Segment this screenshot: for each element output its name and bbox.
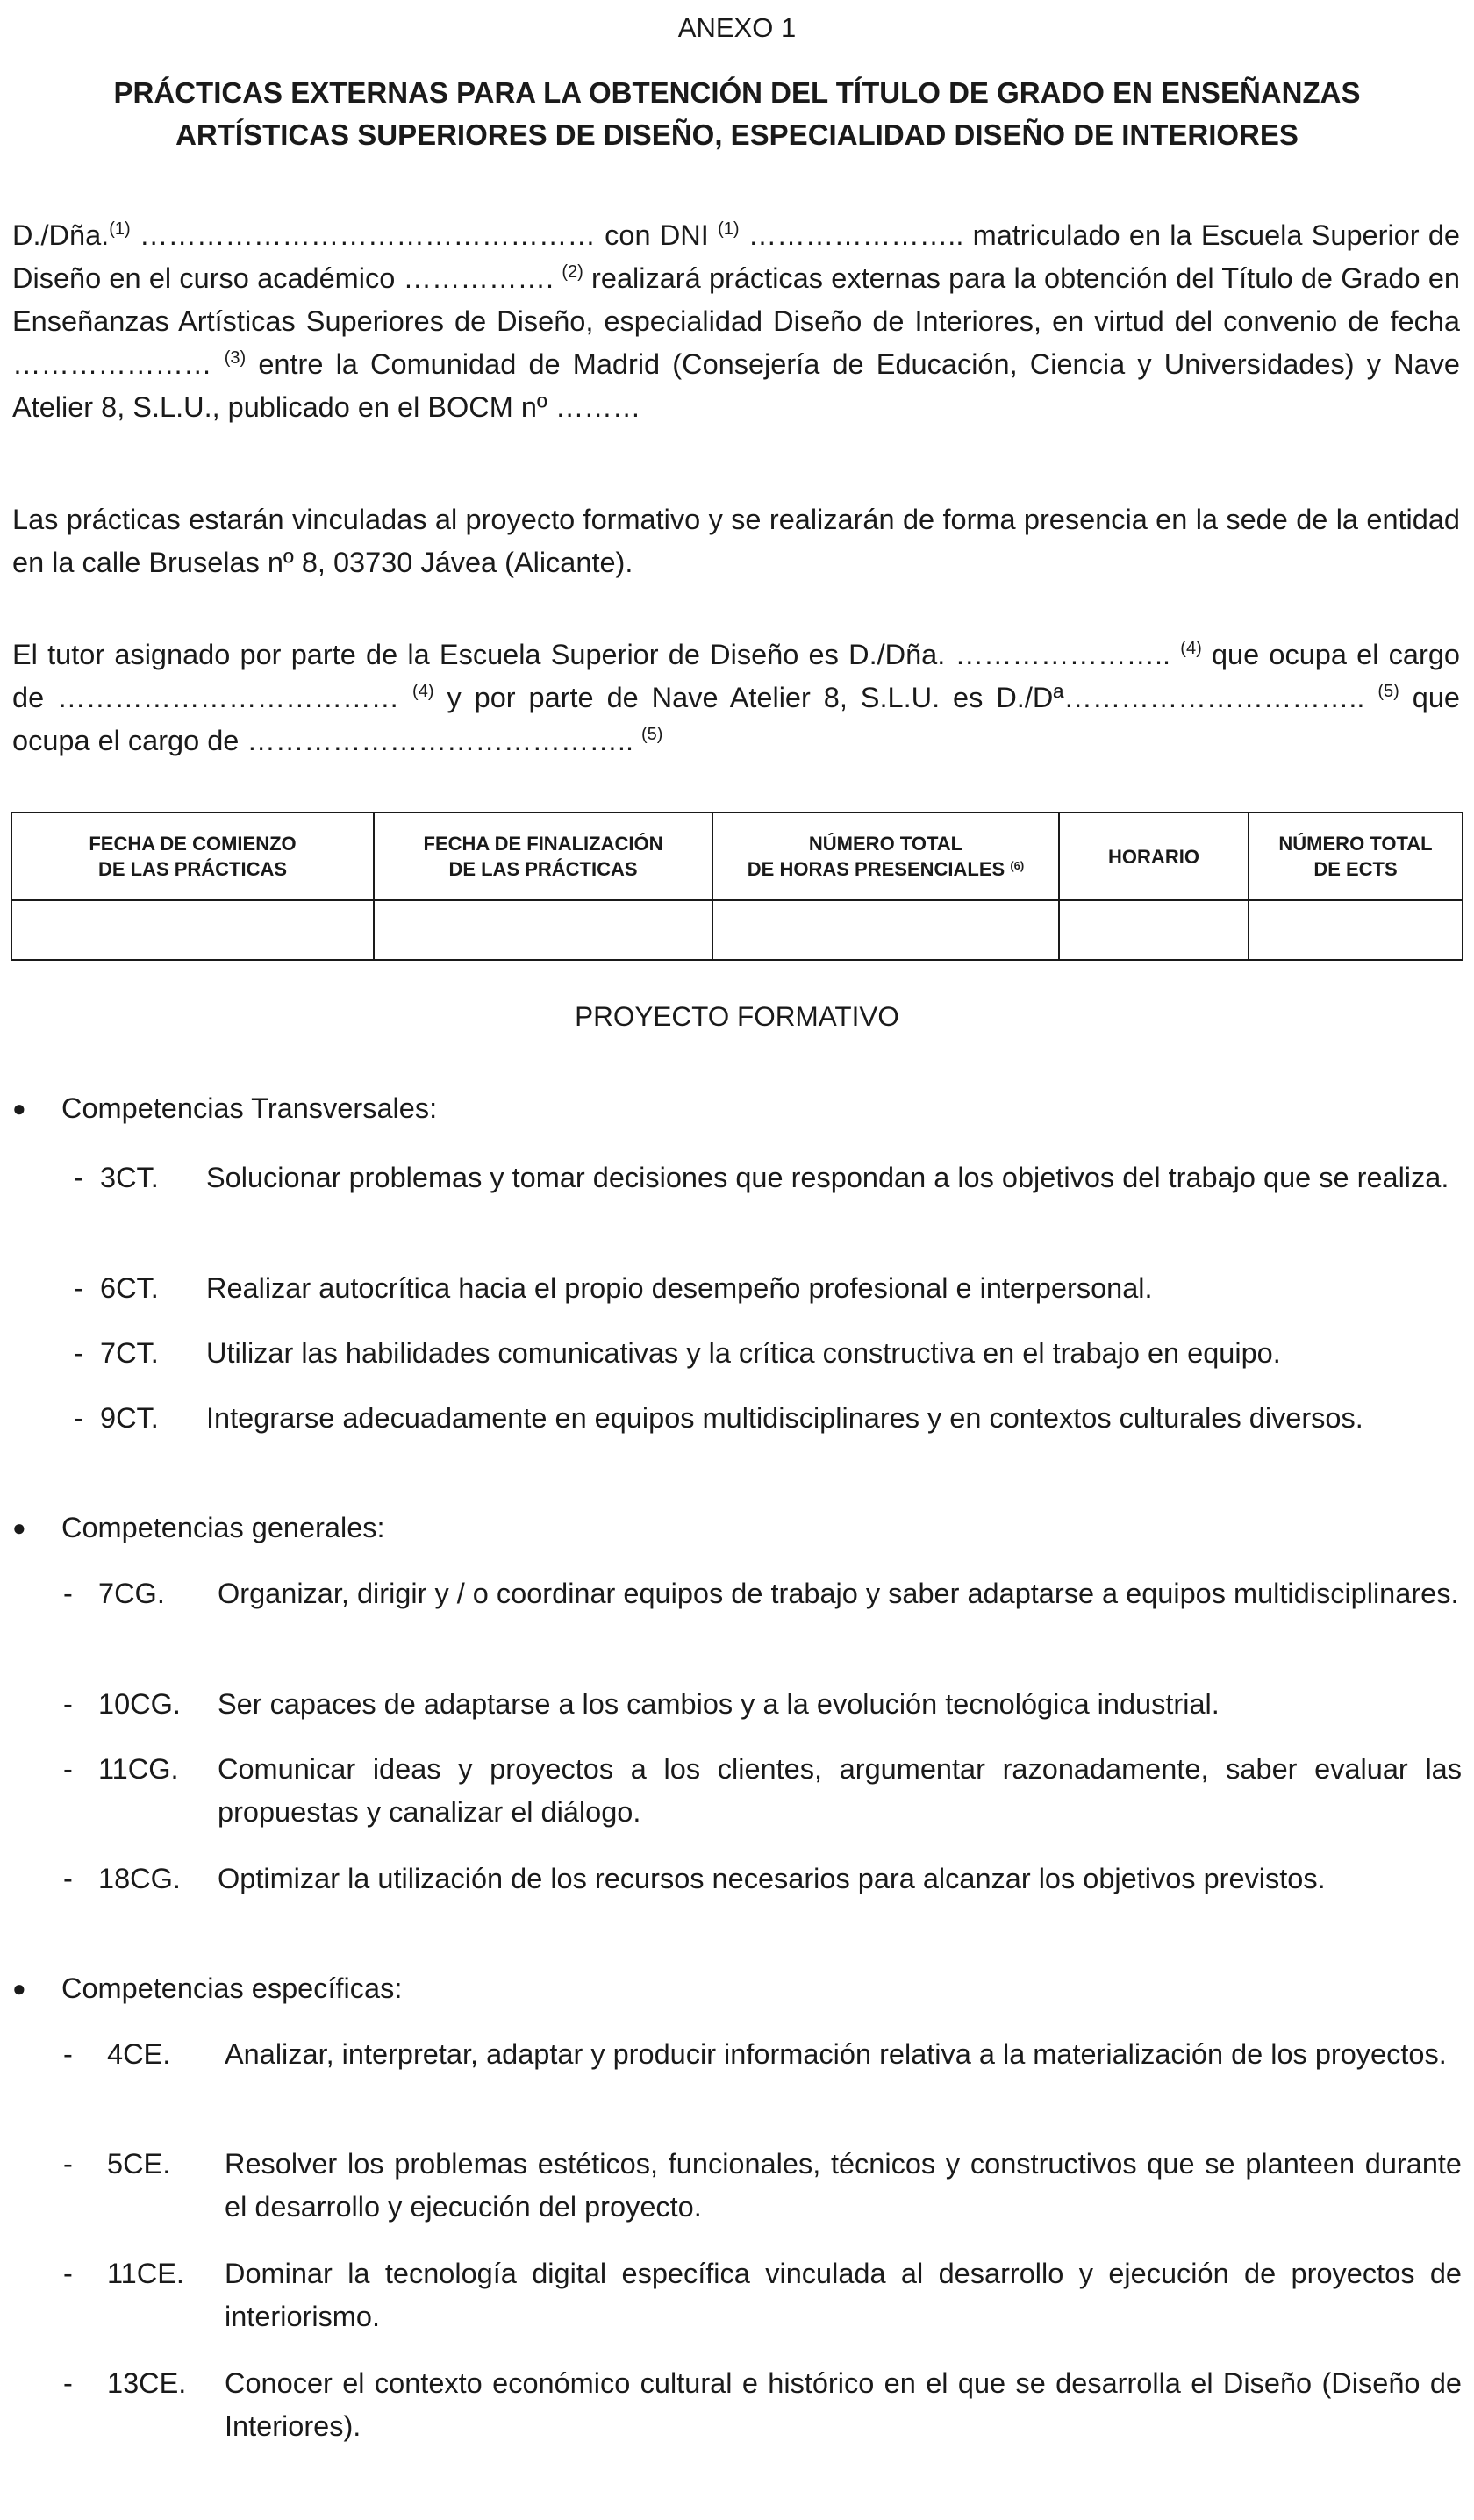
p1-text-e: entre la Comunidad de Madrid (Consejería de Educación, Ciencia y Universidades) y Nave Atelier 8, S.L.U., publicado en el BOCM nº ……… (12, 348, 1461, 423)
competence-code: 18CG. (98, 1863, 181, 1894)
footnote-ref: (5) (1377, 682, 1399, 701)
section-transversal-heading (12, 1091, 437, 1126)
competence-code: 7CG. (98, 1578, 165, 1609)
header-text: FECHA DE FINALIZACIÓN (423, 833, 663, 855)
dash-icon: - (74, 1272, 83, 1304)
header-text: NÚMERO TOTAL (808, 833, 963, 855)
bullet-icon: ● (12, 1975, 26, 2001)
competence-text: Integrarse adecuadamente en equipos multidisciplinares y en contextos culturales diversos. (206, 1402, 1363, 1434)
table-header-row (11, 813, 1463, 900)
competence-text: Analizar, interpretar, adaptar y producir información relativa a la materialización de los proyectos. (225, 2038, 1447, 2070)
section-generales-heading (12, 1510, 385, 1545)
total-hours-cell[interactable] (712, 900, 1059, 960)
competence-text: Optimizar la utilización de los recursos necesarios para alcanzar los objetivos previstos. (218, 1863, 1326, 1894)
table-row (11, 900, 1463, 960)
header-text: DE LAS PRÁCTICAS (448, 858, 638, 880)
title-line-1: PRÁCTICAS EXTERNAS PARA LA OBTENCIÓN DEL TÍTULO DE GRADO EN ENSEÑANZAS (113, 76, 1361, 109)
practice-dates-table (11, 812, 1463, 961)
competence-text: Comunicar ideas y proyectos a los clientes, argumentar razonadamente, saber evaluar las propuestas y canalizar el diálogo. (218, 1753, 1462, 1828)
col-total-hours (712, 813, 1059, 900)
schedule-cell[interactable] (1059, 900, 1249, 960)
p1-text-d: realizará prácticas externas para la obtención del Título de Grado en Enseñanzas Artísticas Superiores de Diseño, especialidad Diseño de Interiores, en virtud del convenio de fecha ………………… (12, 262, 1460, 380)
footnote-ref: (2) (562, 262, 583, 282)
annex-label: ANEXO 1 (677, 12, 797, 43)
footnote-ref: (3) (224, 348, 247, 368)
header-text: DE ECTS (1313, 858, 1398, 880)
competence-code: 13CE. (107, 2367, 187, 2399)
p3-text-d: que ocupa el cargo de ………………………………….. (12, 682, 1460, 756)
location-paragraph: Las prácticas estarán vinculadas al proyecto formativo y se realizarán de forma presencia en la sede de la entidad en la calle Bruselas nº 8, 03730 Jávea (Alicante). (12, 504, 1460, 578)
footnote-ref: (5) (641, 725, 663, 744)
section-heading-text: Competencias específicas: (61, 1972, 403, 2004)
competence-text: Solucionar problemas y tomar decisiones que respondan a los objetivos del trabajo que se realiza. (206, 1162, 1449, 1193)
end-date-cell[interactable] (374, 900, 712, 960)
bullet-icon: ● (12, 1095, 26, 1121)
competence-code: 9CT. (100, 1402, 159, 1434)
competence-code: 4CE. (107, 2038, 171, 2070)
dash-icon: - (74, 1337, 83, 1369)
tutor-paragraph (12, 634, 1460, 762)
col-start-date (11, 813, 374, 900)
competence-text: Ser capaces de adaptarse a los cambios y a la evolución tecnológica industrial. (218, 1688, 1220, 1720)
dash-icon: - (63, 2258, 73, 2289)
header-text: FECHA DE COMIENZO (89, 833, 297, 855)
footnote-ref: (4) (412, 682, 434, 701)
p3-text-c: y por parte de Nave Atelier 8, S.L.U. es D./Dª………………………….. (433, 682, 1378, 713)
competence-text: Resolver los problemas estéticos, funcionales, técnicos y constructivos que se planteen durante el desarrollo y ejecución del proyecto. (225, 2148, 1462, 2223)
competence-text: Realizar autocrítica hacia el propio desempeño profesional e interpersonal. (206, 1272, 1153, 1304)
competence-text: Conocer el contexto económico cultural e histórico en el que se desarrolla el Diseño (Diseño de Interiores). (225, 2367, 1462, 2442)
dash-icon: - (63, 1863, 73, 1894)
title-line-2: ARTÍSTICAS SUPERIORES DE DISEÑO, ESPECIALIDAD DISEÑO DE INTERIORES (175, 118, 1299, 151)
dash-icon: - (63, 1753, 73, 1785)
competence-code: 11CE. (107, 2258, 184, 2289)
total-ects-cell[interactable] (1249, 900, 1463, 960)
p3-text-a: El tutor asignado por parte de la Escuela Superior de Diseño es D./Dña. ………………….. (12, 639, 1181, 670)
dash-icon: - (63, 1688, 73, 1720)
col-end-date (374, 813, 712, 900)
dash-icon: - (74, 1402, 83, 1434)
section-heading-text: Competencias Transversales: (61, 1092, 438, 1124)
p3-text-b: que ocupa el cargo de ……………………………… (12, 639, 1460, 713)
header-text: DE LAS PRÁCTICAS (97, 858, 288, 880)
project-title: PROYECTO FORMATIVO (575, 1000, 899, 1032)
header-text: NÚMERO TOTAL (1278, 833, 1433, 855)
competence-text: Utilizar las habilidades comunicativas y la crítica constructiva en el trabajo en equipo. (206, 1337, 1281, 1369)
footnote-ref: (1) (718, 219, 740, 239)
competence-code: 3CT. (100, 1162, 159, 1193)
competence-text: Dominar la tecnología digital específica vinculada al desarrollo y ejecución de proyectos de interiorismo. (225, 2258, 1462, 2332)
competence-code: 6CT. (100, 1272, 159, 1304)
dash-icon: - (63, 2148, 73, 2180)
competence-code: 11CG. (98, 1753, 179, 1785)
dash-icon: - (74, 1162, 83, 1193)
section-heading-text: Competencias generales: (61, 1512, 385, 1543)
document-title (18, 72, 1456, 156)
dash-icon: - (63, 2367, 73, 2399)
p1-text-b: ………………………………………… con DNI (130, 219, 719, 251)
start-date-cell[interactable] (11, 900, 374, 960)
intro-paragraph (12, 214, 1460, 429)
col-schedule (1059, 813, 1249, 900)
footnote-ref: (4) (1180, 639, 1202, 658)
header-text: HORARIO (1108, 845, 1199, 868)
footnote-ref: (1) (109, 219, 131, 239)
bullet-icon: ● (12, 1514, 26, 1541)
dash-icon: - (63, 1578, 73, 1609)
competence-code: 10CG. (98, 1688, 181, 1720)
dash-icon: - (63, 2038, 73, 2070)
p1-text-c: ………………….. matriculado en la Escuela Superior de Diseño en el curso académico ……………. (12, 219, 1460, 294)
competence-code: 5CE. (107, 2148, 171, 2180)
p1-text-a: D./Dña. (12, 219, 110, 251)
footnote-ref: (6) (1010, 859, 1025, 872)
header-text: DE HORAS PRESENCIALES (747, 858, 1005, 880)
col-total-ects (1249, 813, 1463, 900)
competence-text: Organizar, dirigir y / o coordinar equipos de trabajo y saber adaptarse a equipos multidisciplinares. (218, 1578, 1459, 1609)
section-especificas-heading (12, 1971, 402, 2006)
competence-code: 7CT. (100, 1337, 159, 1369)
